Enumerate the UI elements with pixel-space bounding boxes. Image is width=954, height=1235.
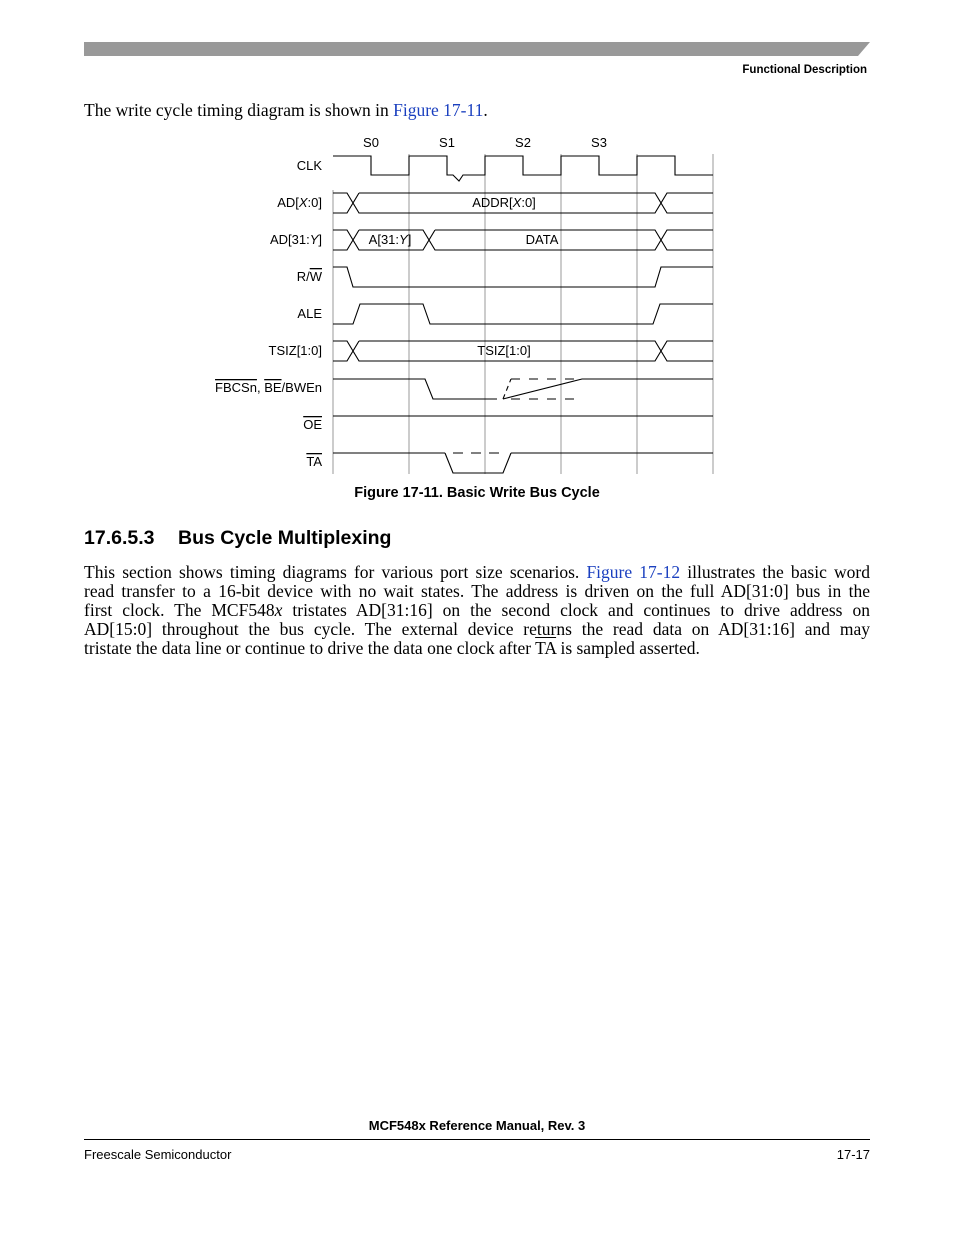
- ale-waveform: [333, 304, 713, 324]
- signal-ta: TA: [306, 454, 322, 469]
- footer-page-number: 17-17: [836, 1147, 870, 1162]
- body-paragraph: [84, 563, 870, 658]
- section-heading: [84, 527, 391, 550]
- signal-tsiz: TSIZ[1:0]: [268, 343, 322, 358]
- figure-link[interactable]: Figure 17-11: [393, 100, 484, 120]
- section-number: 17.6.5.3: [84, 527, 155, 549]
- clk-waveform: [333, 156, 713, 181]
- timing-diagram: [200, 132, 730, 477]
- section-title: Bus Cycle Multiplexing: [178, 527, 392, 549]
- signal-oe: OE: [303, 417, 322, 432]
- signal-clk: CLK: [296, 158, 322, 173]
- state-label-s3: S3: [591, 135, 607, 150]
- signal-ale: ALE: [297, 306, 322, 321]
- signal-ad-31y: AD[31:Y]: [269, 232, 322, 247]
- body-line-2: read transfer to a 16-bit device with no wait states. The address is driven on the full AD[31:0] bus in the: [84, 581, 870, 601]
- intro-paragraph: [84, 99, 488, 121]
- body-text: This section shows timing diagrams for various port size scenarios.: [84, 562, 587, 582]
- body-text: tristate the data line or continue to drive the data one clock after: [84, 638, 536, 658]
- bus-label-data: DATA: [525, 232, 559, 247]
- signal-ad-x: AD[X:0]: [277, 195, 322, 210]
- running-header: Functional Description: [742, 64, 867, 76]
- bus-label-addr: ADDR[X:0]: [472, 195, 536, 210]
- figure-caption: Figure 17-11. Basic Write Bus Cycle: [354, 485, 600, 501]
- state-label-s2: S2: [515, 135, 531, 150]
- body-line-1: [84, 563, 870, 582]
- footer-company: Freescale Semiconductor: [84, 1147, 232, 1162]
- body-text-italic: x: [274, 600, 283, 620]
- ta-waveform: [333, 453, 713, 473]
- body-text: is sampled asserted.: [556, 638, 700, 658]
- body-text: tristates AD[31:16] on the second clock and continues to drive address on: [282, 600, 870, 620]
- intro-text: The write cycle timing diagram is shown in: [84, 100, 394, 120]
- figure-link-17-12[interactable]: Figure 17-12: [586, 562, 681, 582]
- intro-end: .: [483, 100, 488, 120]
- header-bar: [84, 42, 870, 56]
- footer-rule: [84, 1139, 870, 1140]
- state-label-s0: S0: [363, 135, 379, 150]
- body-line-4: AD[15:0] throughout the bus cycle. The external device returns the read data on AD[31:16] and may: [84, 619, 870, 639]
- bus-label-tsiz: TSIZ[1:0]: [477, 343, 531, 358]
- body-line-3: [84, 601, 870, 620]
- body-text: illustrates the basic word: [680, 562, 870, 582]
- bus-label-a31y: A[31:Y]: [368, 232, 412, 247]
- signal-fbcs: FBCSn, BE/BWEn: [215, 380, 322, 395]
- footer-manual-title: MCF548x Reference Manual, Rev. 3: [368, 1118, 586, 1133]
- signal-rw: R/W: [296, 269, 322, 284]
- ta-signal-text: $\overline{TA}$: [535, 638, 557, 658]
- rw-waveform: [333, 267, 713, 287]
- fbcs-waveform: [333, 379, 713, 399]
- body-line-5: [84, 639, 870, 658]
- body-text: first clock. The MCF548: [84, 600, 275, 620]
- state-label-s1: S1: [439, 135, 455, 150]
